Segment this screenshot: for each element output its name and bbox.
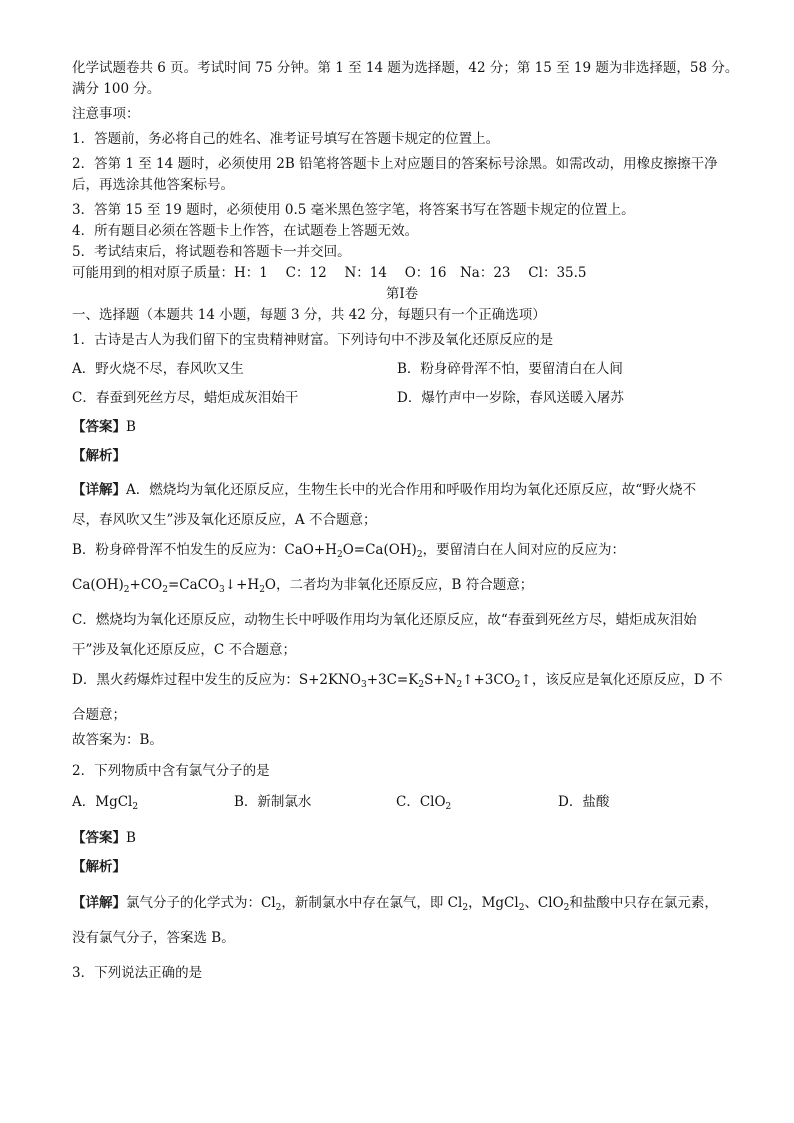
atomic-masses: 可能用到的相对原子质量：H：1 C：12 N：14 O：16 Na：23 Cl：35.5 <box>72 265 587 281</box>
text: S+N <box>424 672 457 688</box>
answer-tag: 【答案】 <box>72 830 126 846</box>
subscript: 2 <box>518 903 525 913</box>
subscript: 2 <box>418 680 425 690</box>
q2-answer-value: B <box>126 830 136 846</box>
text: ↓+H <box>224 577 260 593</box>
subscript: 3 <box>219 585 225 595</box>
text: B．粉身碎骨浑不怕发生的反应为：CaO+H <box>72 542 337 558</box>
note-3: 3．答第 15 至 19 题时，必须使用 0.5 毫米黑色签字笔，将答案书写在答题卡规定的位置上。 <box>72 202 635 218</box>
q2-analysis-tag <box>72 857 732 878</box>
text: 氯气分子的化学式为：Cl <box>126 895 276 911</box>
subscript: 2 <box>123 585 130 595</box>
q3-stem: 3．下列说法正确的是 <box>72 965 203 981</box>
text: ↑+3CO <box>462 672 515 688</box>
q1-explain-1a <box>72 475 732 505</box>
section-title: 一、选择题（本题共 14 小题，每题 3 分，共 42 分，每题只有一个正确选项） <box>72 307 546 323</box>
q1-explain-4a: C．燃烧均为氧化还原反应，动物生长中呼吸作用均为氧化还原反应，故“春蚕到死丝方尽，蜡炬成灰泪始 <box>72 612 697 628</box>
q1-stem: 1．古诗是古人为我们留下的宝贵精神财富。下列诗句中不涉及氧化还原反应的是 <box>72 332 554 348</box>
answer-tag: 【答案】 <box>72 419 126 435</box>
text: +3C=K <box>366 672 419 688</box>
q1-explain-5 <box>72 665 732 730</box>
subscript: 2 <box>514 680 521 690</box>
text: =CaCO <box>167 577 220 593</box>
q1-explain-2 <box>72 535 732 570</box>
exam-page <box>72 58 739 984</box>
q2-option-b: B．新制氯水 <box>234 794 312 810</box>
text: D．黑火药爆炸过程中发生的反应为：S+2KNO <box>72 672 361 688</box>
q1-option-b: B．粉身碎骨浑不怕，要留清白在人间 <box>397 361 623 377</box>
q2-option-c <box>396 792 558 818</box>
subscript: 2 <box>336 550 343 560</box>
subscript: 3 <box>360 680 367 690</box>
text: O=Ca(OH) <box>342 542 417 558</box>
q2-option-d: D．盐酸 <box>558 794 610 810</box>
q2-option-a <box>72 792 234 818</box>
subscript: 2 <box>563 903 570 913</box>
note-1: 1．答题前，务必将自己的姓名、准考证号填写在答题卡规定的位置上。 <box>72 131 500 147</box>
subscript: 2 <box>445 802 452 812</box>
text: ↑，该反应是氧化还原反应，D 不合题意； <box>72 672 723 723</box>
q2-answer <box>72 828 732 849</box>
detail-tag: 【详解】 <box>72 482 126 498</box>
text: O，二者均为非氧化还原反应，B 符合题意； <box>264 577 534 593</box>
text: Ca(OH) <box>72 577 124 593</box>
notes-title: 注意事项： <box>72 106 140 122</box>
text: C．ClO <box>396 794 446 810</box>
note-4: 4．所有题目必须在答题卡上作答，在试题卷上答题无效。 <box>72 223 419 239</box>
analysis-tag: 【解析】 <box>72 859 126 875</box>
q1-option-c: C．春蚕到死丝方尽，蜡炬成灰泪始干 <box>72 390 299 406</box>
q1-option-d: D．爆竹声中一岁除，春风送暖入屠苏 <box>397 390 624 406</box>
subscript: 2 <box>456 680 463 690</box>
q1-conclusion: 故答案为：B。 <box>72 732 163 748</box>
analysis-tag: 【解析】 <box>72 448 126 464</box>
subscript: 2 <box>462 903 469 913</box>
subscript: 2 <box>162 585 168 595</box>
q1-explain-text: A．燃烧均为氧化还原反应，生物生长中的光合作用和呼吸作用均为氧化还原反应，故“野火烧不 <box>126 482 697 498</box>
text: ，新制氯水中存在氯气，即 Cl <box>281 895 463 911</box>
q1-explain-4b: 干”涉及氧化还原反应，C 不合题意； <box>72 642 297 658</box>
text: ，要留清白在人间对应的反应为： <box>422 542 626 558</box>
note-5: 5．考试结束后，将试题卷和答题卡一并交回。 <box>72 244 351 260</box>
header-line-1: 化学试题卷共 6 页。考试时间 75 分钟。第 1 至 14 题为选择题，42 分；第 15 至 19 题为非选择题，58 分。 <box>72 60 739 76</box>
subscript: 2 <box>275 903 282 913</box>
text: 和盐酸中只存在氯元素， <box>569 895 718 911</box>
note-2b: 后，再选涂其他答案标号。 <box>72 177 234 193</box>
header-line-2: 满分 100 分。 <box>72 81 161 97</box>
q1-explain-3 <box>72 570 732 605</box>
note-2a: 2．答第 1 至 14 题时，必须使用 2B 铅笔将答题卡上对应题目的答案标号涂黑。如需改动，用橡皮擦擦干净 <box>72 156 718 172</box>
subscript: 2 <box>416 550 423 560</box>
q2-stem: 2．下列物质中含有氯气分子的是 <box>72 763 270 779</box>
q1-answer <box>72 417 732 438</box>
text: +CO <box>129 577 163 593</box>
text: A．MgCl <box>72 794 133 810</box>
q1-options-row-1 <box>72 359 732 380</box>
q1-option-a: A．野火烧不尽，春风吹又生 <box>72 361 244 377</box>
text: ，MgCl <box>468 895 519 911</box>
q2-explain-1 <box>72 888 732 923</box>
volume-title: 第Ⅰ卷 <box>385 286 419 302</box>
q2-options <box>72 792 732 818</box>
q1-answer-value: B <box>126 419 136 435</box>
q1-analysis-tag <box>72 446 732 467</box>
subscript: 2 <box>132 802 139 812</box>
detail-tag: 【详解】 <box>72 895 126 911</box>
q2-explain-2: 没有氯气分子，答案选 B。 <box>72 930 235 946</box>
subscript: 2 <box>259 585 265 595</box>
text: 、ClO <box>524 895 564 911</box>
q1-options-row-2 <box>72 388 732 409</box>
q1-explain-1b: 尽，春风吹又生”涉及氧化还原反应，A 不合题意； <box>72 512 377 528</box>
